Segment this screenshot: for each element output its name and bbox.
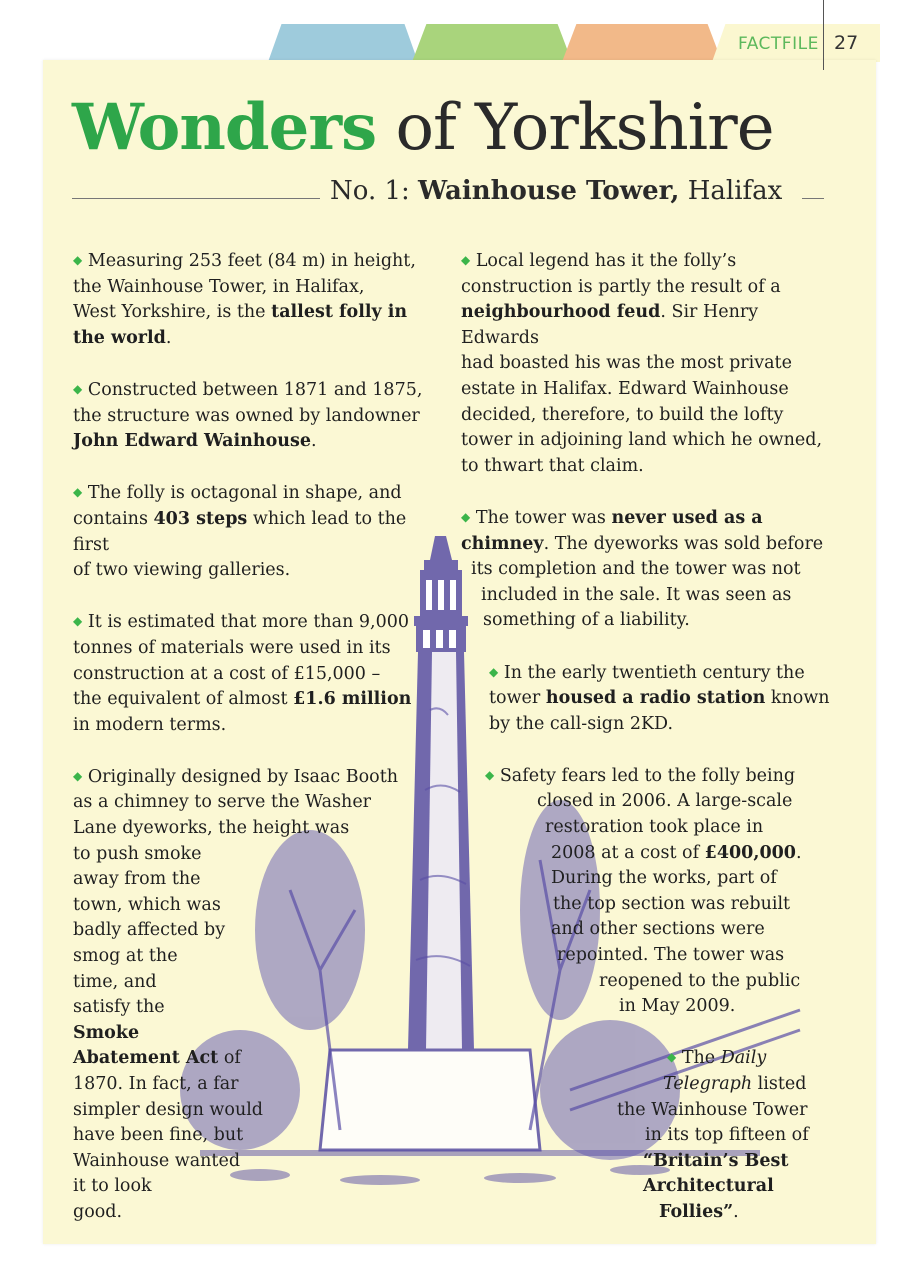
right-column bbox=[461, 248, 841, 1251]
page-title bbox=[72, 88, 774, 168]
bullet-diamond-icon: ◆ bbox=[489, 664, 499, 679]
title-of-yorkshire: of Yorkshire bbox=[376, 91, 774, 165]
subtitle-number: No. 1: bbox=[330, 176, 410, 206]
bullet-diamond-icon: ◆ bbox=[73, 253, 83, 267]
bullet-diamond-icon: ◆ bbox=[73, 768, 83, 783]
bullet-diamond-icon: ◆ bbox=[667, 1050, 677, 1065]
right-paragraph-1: ◆ Local legend has it the folly’s construction is partly the result of a neighbourhood feud. Sir Henry Edwards had boasted his was the most private estate in Halifax. Edward Wainhouse decided, therefore, to build the lofty tower in adjoining land which he owned, to thwart that claim. bbox=[461, 251, 823, 476]
bullet-diamond-icon: ◆ bbox=[461, 253, 471, 267]
subtitle-rule-right bbox=[802, 198, 824, 199]
left-paragraph-3: ◆ The folly is octagonal in shape, and contains 403 steps which lead to the first of two viewing galleries. bbox=[73, 483, 407, 581]
bullet-diamond-icon: ◆ bbox=[73, 381, 83, 396]
subtitle-rule-left bbox=[72, 198, 320, 199]
subtitle bbox=[330, 176, 782, 206]
right-paragraph-5: ◆ The Daily Telegraph listed the Wainhouse Tower in its top fifteen of “Britain’s Best Architectural Follies”. bbox=[617, 1048, 809, 1222]
left-column bbox=[73, 248, 443, 1251]
bullet-diamond-icon: ◆ bbox=[485, 767, 495, 782]
tab-orange bbox=[562, 24, 722, 62]
left-paragraph-2: ◆ Constructed between 1871 and 1875, the structure was owned by landowner John Edward Wainhouse. bbox=[73, 379, 423, 452]
left-paragraph-1: ◆ Measuring 253 feet (84 m) in height, the Wainhouse Tower, in Halifax, West Yorkshire, is the tallest folly in the world. bbox=[73, 251, 416, 348]
left-paragraph-5: ◆ Originally designed by Isaac Booth as a chimney to serve the Washer Lane dyeworks, the height was to push smoke away from the town, which was badly affected by smog at the time, and satisfy the Smoke Abatement Act of 1870. In fact, a far simpler design would have been fine, but Wainhouse wanted it to look good. bbox=[73, 766, 399, 1222]
right-paragraph-4: ◆ Safety fears led to the folly being closed in 2006. A large-scale restoration took place in 2008 at a cost of £400,000. During the works, part of the top section was rebuilt and other sections were repointed. The tower was reopened to the public in May 2009. bbox=[485, 765, 802, 1017]
right-paragraph-2: ◆ The tower was never used as a chimney. The dyeworks was sold before its completion and the tower was not included in the sale. It was seen as something of a liability. bbox=[461, 507, 824, 631]
bullet-diamond-icon: ◆ bbox=[73, 485, 83, 500]
bullet-diamond-icon: ◆ bbox=[73, 614, 83, 629]
right-paragraph-3: ◆ In the early twentieth century the tower housed a radio station known by the call-sign 2KD. bbox=[489, 662, 830, 734]
section-label: FACTFILE bbox=[738, 34, 819, 54]
tab-green bbox=[412, 24, 572, 62]
tab-blue bbox=[268, 24, 418, 62]
subtitle-place: Halifax bbox=[687, 176, 783, 206]
subtitle-name: Wainhouse Tower, bbox=[418, 176, 680, 206]
page-number: 27 bbox=[834, 32, 859, 54]
header-divider bbox=[823, 0, 824, 70]
bullet-diamond-icon: ◆ bbox=[461, 509, 471, 524]
title-wonders: Wonders bbox=[72, 90, 377, 165]
left-paragraph-4: ◆ It is estimated that more than 9,000 tonnes of materials were used in its construction at a cost of £15,000 – the equivalent of almost £1.6 million in modern terms. bbox=[73, 612, 412, 735]
